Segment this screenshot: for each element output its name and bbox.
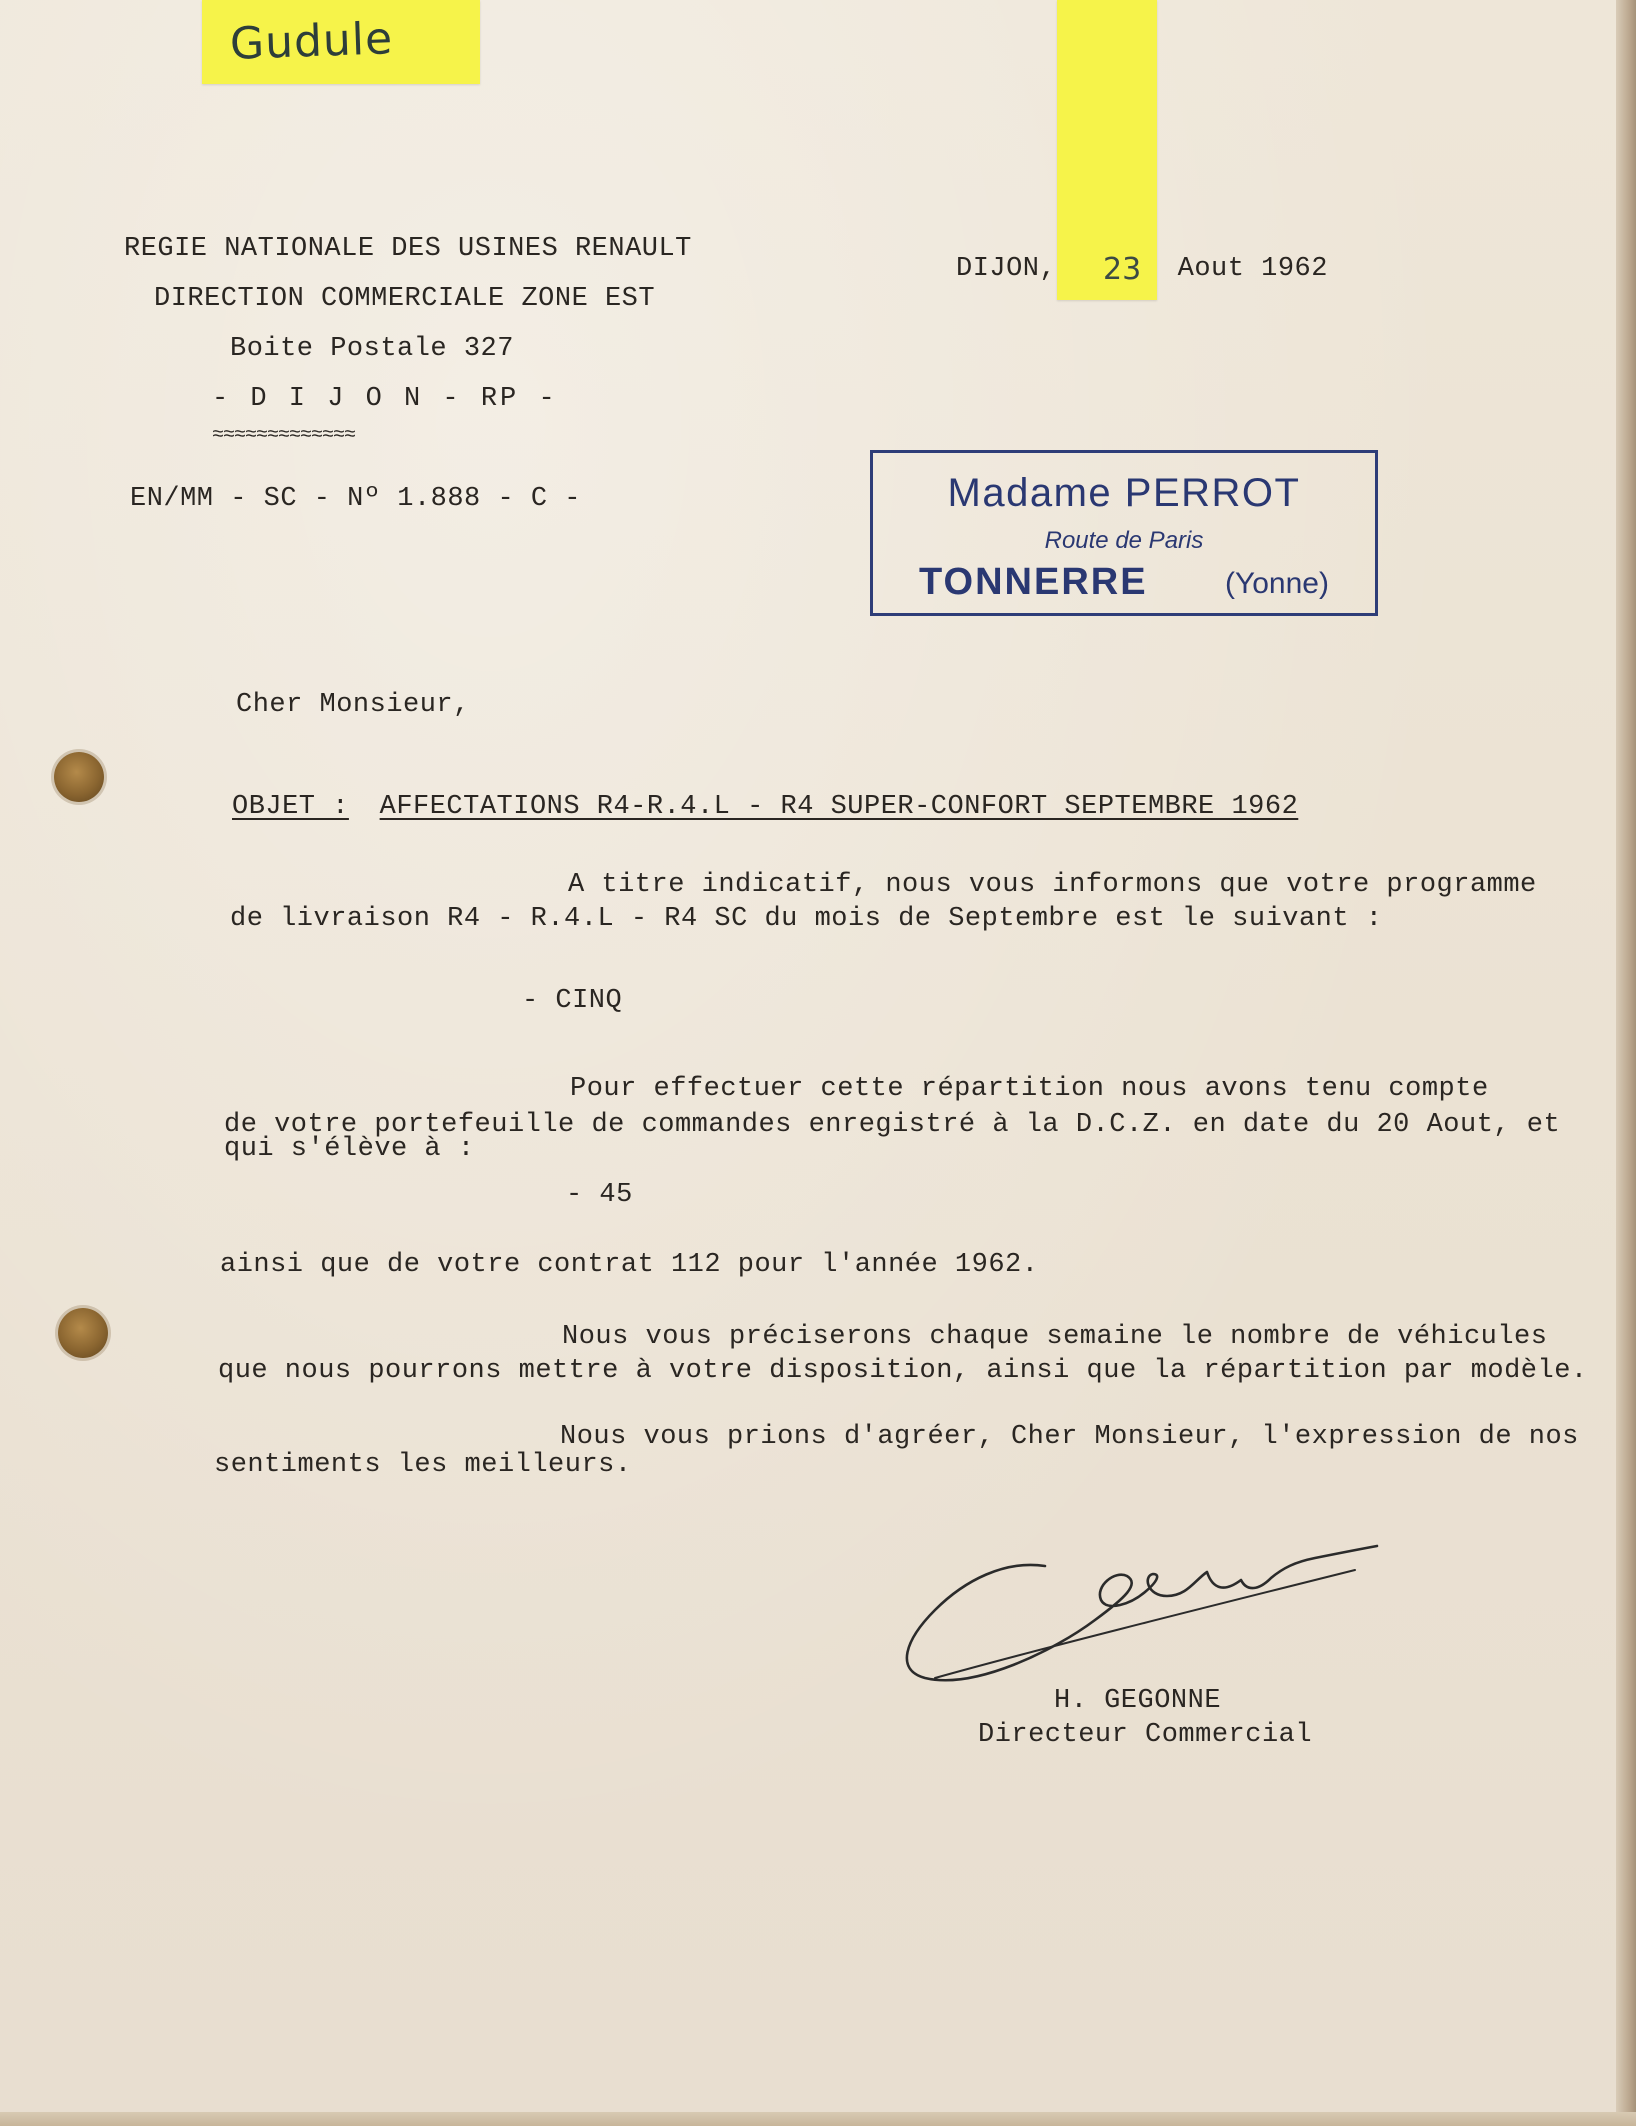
page-edge-bottom [0, 2112, 1636, 2126]
signatory-name: H. GEGONNE [1054, 1686, 1222, 1716]
punch-hole [58, 1308, 108, 1358]
date-city: DIJON, [956, 254, 1057, 284]
paragraph-2-line-3: qui s'élève à : [224, 1134, 475, 1164]
paragraph-5-line-2: sentiments les meilleurs. [214, 1450, 632, 1480]
paragraph-4-line-2: que nous pourrons mettre à votre disposition, ainsi que la répartition par modèle. [218, 1356, 1588, 1386]
page-edge [1616, 0, 1636, 2126]
handwritten-signature [895, 1500, 1415, 1700]
stamp-name: Madame PERROT [947, 471, 1301, 515]
programme-value: - CINQ [522, 986, 623, 1016]
sender-line-1: REGIE NATIONALE DES USINES RENAULT [124, 234, 692, 264]
sender-rule: ≈≈≈≈≈≈≈≈≈≈≈≈≈ [212, 424, 356, 447]
reference-number: EN/MM - SC - Nº 1.888 - C - [130, 484, 581, 514]
recipient-stamp [870, 450, 1378, 616]
paragraph-3-line-1: ainsi que de votre contrat 112 pour l'année 1962. [220, 1250, 1039, 1280]
sender-line-3: Boite Postale 327 [230, 334, 514, 364]
paragraph-5-line-1: Nous vous prions d'agréer, Cher Monsieur, l'expression de nos [560, 1422, 1579, 1452]
portfolio-value: - 45 [566, 1180, 633, 1210]
paragraph-2-line-1: Pour effectuer cette répartition nous avons tenu compte [570, 1074, 1489, 1104]
subject-line [232, 792, 1298, 822]
stamp-road: Route de Paris [1044, 527, 1204, 554]
sender-line-4: - D I J O N - RP - [212, 384, 558, 414]
punch-hole [54, 752, 104, 802]
sticky-flag [1057, 0, 1157, 300]
subject-label: OBJET : [232, 792, 349, 822]
paragraph-1-line-2: de livraison R4 - R.4.L - R4 SC du mois de Septembre est le suivant : [230, 904, 1383, 934]
paragraph-4-line-1: Nous vous préciserons chaque semaine le nombre de véhicules [562, 1322, 1548, 1352]
subject-text: AFFECTATIONS R4-R.4.L - R4 SUPER-CONFORT SEPTEMBRE 1962 [379, 792, 1299, 822]
stamp-department: (Yonne) [1225, 567, 1329, 600]
date-day: 23 [1103, 252, 1142, 287]
stamp-city: TONNERRE [919, 561, 1148, 603]
salutation: Cher Monsieur, [236, 690, 470, 720]
sticky-note-text: Gudule [229, 13, 394, 70]
paragraph-1-line-1: A titre indicatif, nous vous informons que votre programme [568, 870, 1537, 900]
sender-line-2: DIRECTION COMMERCIALE ZONE EST [154, 284, 656, 314]
paragraph-2-line-2: de votre portefeuille de commandes enregistré à la D.C.Z. en date du 20 Aout, et [224, 1110, 1561, 1140]
sticky-note [202, 0, 480, 84]
date-month-year: Aout 1962 [1177, 254, 1328, 284]
signatory-title: Directeur Commercial [978, 1720, 1313, 1750]
